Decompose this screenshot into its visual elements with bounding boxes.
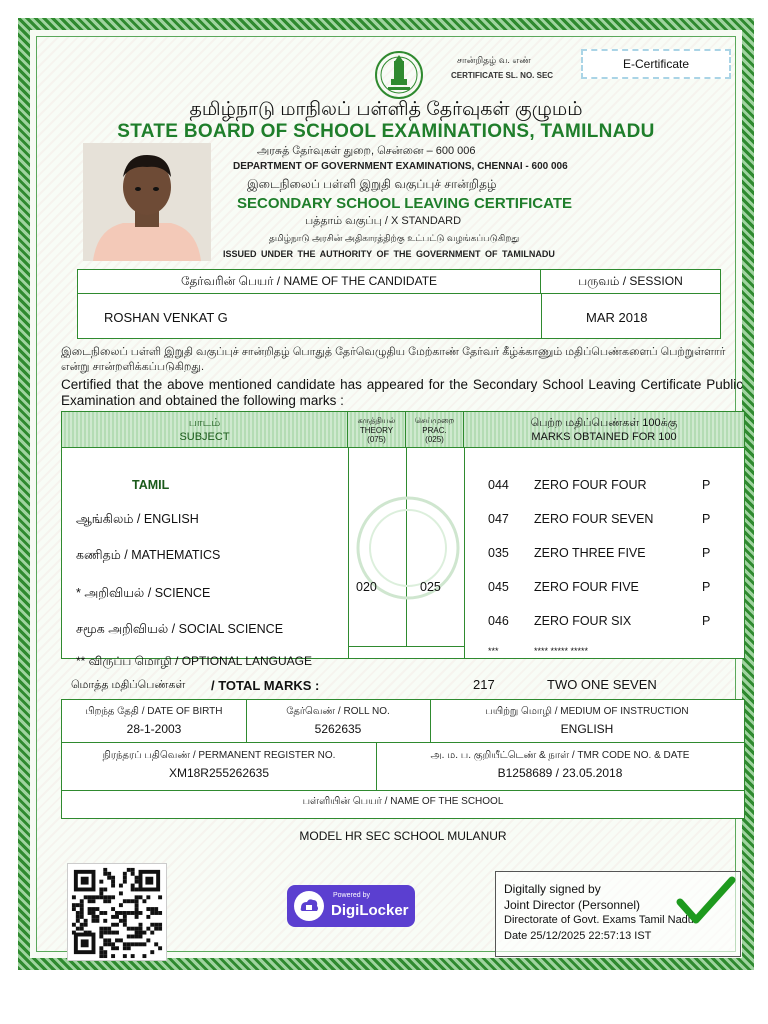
- prac-max: (025): [425, 434, 444, 444]
- powered-by-label: Powered by: [333, 892, 370, 899]
- dob-label: பிறந்த தேதி / DATE OF BIRTH: [85, 706, 223, 717]
- serial-number-label-tamil: சான்றிதழ் வ. எண்: [457, 55, 531, 65]
- declaration-tamil: இடைநிலைப் பள்ளி இறுதி வகுப்புச் சான்றிதழ் பொதுத் தேர்வெழுதிய மேற்காண் தேர்வர் கீழ்க்காணும் மதிப்பெண்களைப் பெற்றுள்ளார் என்று சான்றளிக்கப்படுகிறது.: [61, 346, 726, 373]
- mark-number: ***: [488, 646, 499, 656]
- table-row: [488, 614, 710, 628]
- subject-column-header: [62, 412, 348, 448]
- details-grid: [61, 699, 745, 819]
- qr-code: [67, 863, 167, 961]
- mark-number: 046: [488, 614, 509, 628]
- medium-value: ENGLISH: [560, 722, 614, 736]
- tamilnadu-emblem-icon: [375, 49, 423, 101]
- science-theory-mark: 020: [356, 580, 377, 594]
- table-row: [488, 546, 710, 560]
- marks-table: [61, 411, 745, 668]
- mark-result: P: [702, 546, 711, 560]
- mark-result: P: [702, 512, 711, 526]
- mark-result: P: [702, 614, 711, 628]
- total-label-tamil: மொத்த மதிப்பெண்கள்: [71, 679, 186, 691]
- candidate-photo: [83, 143, 211, 261]
- prac-header: PRAC.: [422, 425, 447, 435]
- roll-number-value: 5262635: [314, 722, 362, 736]
- theory-header: THEORY: [359, 425, 394, 435]
- total-marks-value: 217: [473, 677, 495, 692]
- signature-date: Date 25/12/2025 22:57:13 IST: [504, 930, 652, 942]
- signature-line-3: Directorate of Govt. Exams Tamil Nadu: [504, 914, 694, 926]
- total-marks-words: TWO ONE SEVEN: [547, 677, 657, 692]
- table-row: [488, 580, 710, 594]
- register-number-label: நிரந்தரப் பதிவெண் / PERMANENT REGISTER NO.: [102, 750, 336, 761]
- e-certificate-badge: E-Certificate: [581, 49, 731, 79]
- authority-tamil: தமிழ்நாடு அரசின் அதிகாரத்திற்கு உட்பட்டு வழங்கப்படுகிறது: [269, 233, 520, 243]
- mark-words: ZERO THREE FIVE: [534, 546, 646, 560]
- theory-header-tamil: கருத்தியல்: [357, 415, 396, 425]
- medium-label: பயிற்று மொழி / MEDIUM OF INSTRUCTION: [485, 706, 689, 717]
- mark-number: 045: [488, 580, 509, 594]
- marks-header: MARKS OBTAINED FOR 100: [531, 430, 677, 443]
- subject-science: * அறிவியல் / SCIENCE: [76, 586, 211, 600]
- register-number-value: XM18R255262635: [168, 766, 270, 780]
- tmr-code-label: அ. ம. ப. குறியீட்டெண் & நாள் / TMR CODE NO. & DATE: [430, 750, 690, 761]
- total-marks-row: [61, 673, 745, 699]
- subject-header-tamil: பாடம்: [188, 416, 221, 429]
- mark-number: 035: [488, 546, 509, 560]
- total-label: / TOTAL MARKS :: [211, 678, 320, 693]
- digital-signature-box: [495, 871, 741, 957]
- declaration-text: Certified that the above mentioned candidate has appeared for the Secondary School Leaving Certificate Public Examination and obtained the following marks :: [61, 377, 743, 408]
- subject-tamil: TAMIL: [132, 478, 170, 492]
- school-name-label: பள்ளியின் பெயர் / NAME OF THE SCHOOL: [302, 796, 504, 807]
- mark-words: ZERO FOUR SIX: [534, 614, 632, 628]
- dob-value: 28-1-2003: [126, 722, 182, 736]
- board-title-tamil: தமிழ்நாடு மாநிலப் பள்ளித் தேர்வுகள் குழுமம்: [189, 99, 583, 120]
- school-name-value: MODEL HR SEC SCHOOL MULANUR: [299, 829, 507, 843]
- table-row: [488, 646, 702, 656]
- science-practical-mark: 025: [420, 580, 441, 594]
- certificate-body: [36, 36, 743, 952]
- mark-result: P: [702, 580, 711, 594]
- digilocker-icon: [293, 890, 325, 922]
- serial-number-label: CERTIFICATE SL. NO. SEC: [451, 71, 554, 80]
- department-tamil: அரசுத் தேர்வுகள் துறை, சென்னை – 600 006: [257, 145, 476, 157]
- certificate: [18, 18, 754, 970]
- mark-result: P: [702, 478, 711, 492]
- marks-column-header: [464, 412, 744, 448]
- subject-optional-language: ** விருப்ப மொழி / OPTIONAL LANGUAGE: [76, 654, 312, 668]
- signature-line-1: Digitally signed by: [504, 882, 601, 896]
- marks-header-tamil: பெற்ற மதிப்பெண்கள் 100க்கு: [530, 416, 678, 429]
- subject-social-science: சமூக அறிவியல் / SOCIAL SCIENCE: [76, 622, 284, 636]
- tmr-code-value: B1258689 / 23.05.2018: [497, 766, 623, 780]
- subject-mathematics: கணிதம் / MATHEMATICS: [76, 548, 221, 562]
- mark-words: ZERO FOUR FOUR: [534, 478, 647, 492]
- subject-english: ஆங்கிலம் / ENGLISH: [76, 512, 199, 526]
- board-title: STATE BOARD OF SCHOOL EXAMINATIONS, TAMILNADU: [117, 121, 655, 142]
- session-value: MAR 2018: [586, 310, 648, 325]
- theory-column-header: [348, 412, 406, 448]
- table-row: [488, 512, 710, 526]
- digilocker-label: DigiLocker: [331, 902, 409, 919]
- authority-statement: ISSUED UNDER THE AUTHORITY OF THE GOVERNMENT OF TAMILNADU: [223, 249, 555, 259]
- practical-column-header: [406, 412, 464, 448]
- roll-number-label: தேர்வெண் / ROLL NO.: [286, 706, 390, 717]
- table-row: [488, 478, 710, 492]
- mark-words: ZERO FOUR FIVE: [534, 580, 639, 594]
- subject-header: SUBJECT: [179, 430, 230, 443]
- mark-words: **** ***** *****: [534, 646, 589, 656]
- signature-line-2: Joint Director (Personnel): [504, 898, 641, 912]
- certificate-type: SECONDARY SCHOOL LEAVING CERTIFICATE: [237, 195, 573, 212]
- department-name: DEPARTMENT OF GOVERNMENT EXAMINATIONS, CHENNAI - 600 006: [233, 161, 568, 172]
- certificate-type-tamil: இடைநிலைப் பள்ளி இறுதி வகுப்புச் சான்றிதழ்: [247, 177, 497, 191]
- digilocker-logo: [287, 885, 415, 927]
- standard-label: பத்தாம் வகுப்பு / X STANDARD: [305, 215, 462, 227]
- checkmark-icon: [676, 876, 736, 926]
- session-label: பருவம் / SESSION: [541, 270, 720, 294]
- mark-words: ZERO FOUR SEVEN: [534, 512, 654, 526]
- candidate-name-label: தேர்வரின் பெயர் / NAME OF THE CANDIDATE: [78, 270, 541, 294]
- prac-header-tamil: செய்முறை: [414, 415, 455, 425]
- candidate-info-box: [77, 269, 721, 339]
- theory-max: (075): [367, 434, 386, 444]
- mark-number: 047: [488, 512, 509, 526]
- mark-number: 044: [488, 478, 509, 492]
- candidate-name: ROSHAN VENKAT G: [104, 310, 228, 325]
